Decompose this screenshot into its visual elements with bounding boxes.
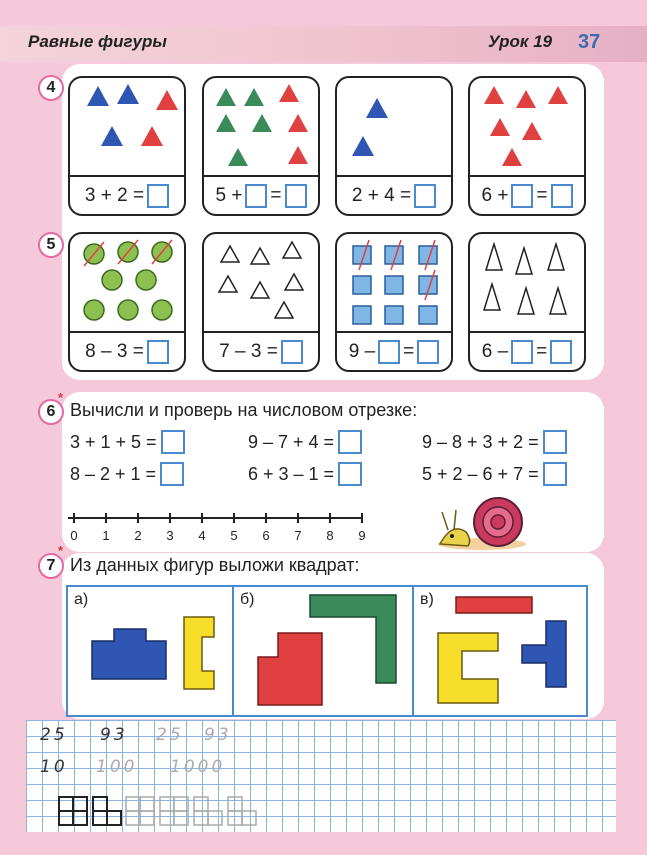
equation-text: 7 – 3 = <box>219 340 278 362</box>
option-a-label: а) <box>74 591 89 608</box>
expression-text: 5 + 2 – 6 + 7 = <box>422 463 539 484</box>
outline-triangles-group <box>470 234 584 332</box>
expression <box>248 462 362 486</box>
equation <box>70 175 184 214</box>
answer-box[interactable] <box>417 340 439 364</box>
task-6-number: 6 <box>38 399 64 425</box>
number-line-label: 6 <box>262 528 270 543</box>
handwritten-number: 100 <box>96 757 138 777</box>
equation <box>337 331 451 370</box>
number-line-label: 5 <box>230 528 238 543</box>
equation <box>70 331 184 370</box>
triangles-group <box>470 78 584 176</box>
answer-box[interactable] <box>543 462 567 486</box>
answer-box[interactable] <box>161 430 185 454</box>
outline-triangles-group <box>204 234 318 332</box>
number-line-label: 4 <box>198 528 206 543</box>
equation-text: 6 + <box>481 184 509 206</box>
task-6-instruction: Вычисли и проверь на числовом отрезке: <box>70 400 418 420</box>
number-line-label: 8 <box>326 528 334 543</box>
star-mark: * <box>58 543 64 558</box>
answer-box[interactable] <box>543 430 567 454</box>
task-7-number: 7 <box>38 553 64 579</box>
handwritten-number: 25 <box>156 725 184 745</box>
equation <box>204 331 318 370</box>
option-b-shapes <box>234 587 412 715</box>
answer-box[interactable] <box>285 184 307 208</box>
task-4-card-3 <box>335 76 453 216</box>
answer-box[interactable] <box>414 184 436 208</box>
equation-text: = <box>270 184 282 206</box>
task-4-card-4 <box>468 76 586 216</box>
number-line-label: 0 <box>70 528 78 543</box>
answer-box[interactable] <box>147 340 169 364</box>
expression-text: 9 – 7 + 4 = <box>248 431 335 452</box>
star-mark: * <box>58 390 64 405</box>
option-a-shapes <box>68 587 232 715</box>
answer-box[interactable] <box>511 340 533 364</box>
equation <box>337 175 451 214</box>
triangles-group <box>70 78 184 176</box>
answer-box[interactable] <box>338 430 362 454</box>
answer-box[interactable] <box>511 184 533 208</box>
expression <box>70 430 185 454</box>
triangles-group <box>204 78 318 176</box>
answer-box[interactable] <box>160 462 184 486</box>
task-4-number: 4 <box>38 75 64 101</box>
equation <box>204 175 318 214</box>
task-4-card-2 <box>202 76 320 216</box>
number-line-label: 3 <box>166 528 174 543</box>
answer-box[interactable] <box>281 340 303 364</box>
number-line-label: 9 <box>358 528 366 543</box>
handwritten-number: 10 <box>40 757 68 777</box>
option-c-label: в) <box>420 591 434 608</box>
square-tracing-row <box>58 796 258 830</box>
task-7-instruction: Из данных фигур выложи квадрат: <box>70 555 360 575</box>
lesson-label: Урок 19 <box>488 32 553 51</box>
option-b-label: б) <box>240 591 255 608</box>
answer-box[interactable] <box>245 184 267 208</box>
number-line-label: 7 <box>294 528 302 543</box>
equation-text: 3 + 2 = <box>84 184 145 206</box>
expression <box>248 430 362 454</box>
task-7-shapes-frame <box>66 585 588 717</box>
equation-text: 9 – <box>348 340 376 362</box>
snail-illustration <box>432 492 536 556</box>
equation <box>470 175 584 214</box>
answer-box[interactable] <box>378 340 400 364</box>
squares-group <box>337 234 451 332</box>
equation-text: = <box>536 340 548 362</box>
triangles-group <box>337 78 451 176</box>
expression <box>70 462 184 486</box>
task-5-card-1 <box>68 232 186 372</box>
equation-text: 8 – 3 = <box>85 340 144 362</box>
circles-group <box>70 234 184 332</box>
expression <box>422 462 567 486</box>
handwritten-number: 25 <box>40 725 68 745</box>
equation-text: 2 + 4 = <box>351 184 412 206</box>
task-4-card-1 <box>68 76 186 216</box>
answer-box[interactable] <box>147 184 169 208</box>
task-5-number: 5 <box>38 232 64 258</box>
equation-text: 6 – <box>481 340 509 362</box>
task-5-card-3 <box>335 232 453 372</box>
equation <box>470 331 584 370</box>
expression-text: 8 – 2 + 1 = <box>70 463 157 484</box>
option-c-shapes <box>414 587 586 715</box>
number-line <box>66 508 366 544</box>
equation-text: 5 + <box>215 184 243 206</box>
number-line-label: 2 <box>134 528 142 543</box>
handwritten-number: 93 <box>204 725 232 745</box>
answer-box[interactable] <box>551 184 573 208</box>
task-5-card-4 <box>468 232 586 372</box>
expression <box>422 430 567 454</box>
page-number: 37 <box>578 31 601 53</box>
expression-text: 9 – 8 + 3 + 2 = <box>422 431 539 452</box>
handwritten-number: 93 <box>100 725 128 745</box>
equation-text: = <box>536 184 548 206</box>
task-5-card-2 <box>202 232 320 372</box>
topic-title: Равные фигуры <box>28 32 167 51</box>
answer-box[interactable] <box>550 340 572 364</box>
expression-text: 3 + 1 + 5 = <box>70 431 157 452</box>
equation-text: = <box>403 340 415 362</box>
number-line-label: 1 <box>102 528 110 543</box>
answer-box[interactable] <box>338 462 362 486</box>
expression-text: 6 + 3 – 1 = <box>248 463 335 484</box>
handwritten-number: 1000 <box>170 757 226 777</box>
